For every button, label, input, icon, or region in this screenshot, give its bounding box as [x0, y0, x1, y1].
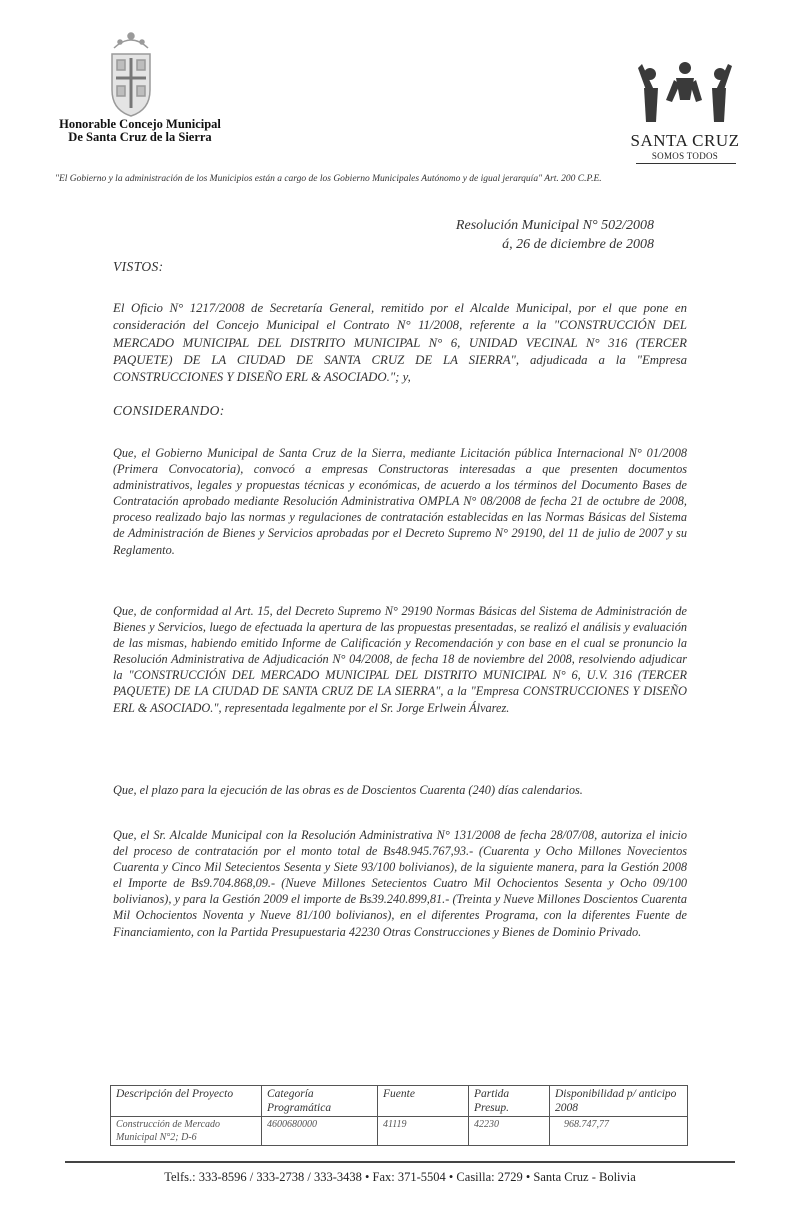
institution-line1: Honorable Concejo Municipal	[59, 117, 221, 131]
resolution-header	[456, 216, 654, 254]
vistos-paragraph: El Oficio N° 1217/2008 de Secretaría General, remitido por el Alcalde Municipal, por el que pone en consideración del Concejo Municipal el Contrato N° 11/2008, referente a la "CONSTRUCCIÓN DEL MERCADO MUNICIPAL DEL DISTRITO MUNICIPAL N° 6, UNIDAD VECINAL N° 316 (TERCER PAQUETE) DE LA CIUDAD DE SANTA CRUZ DE LA SIERRA", adjudicada a la "Empresa CONSTRUCCIONES Y DISEÑO ERL & ASOCIADO."; y,	[113, 301, 687, 385]
col-fuente: Fuente	[378, 1086, 469, 1117]
logo-title: SANTA CRUZ	[630, 131, 740, 150]
cell-fuente: 41119	[378, 1117, 469, 1146]
institution-name	[40, 118, 240, 144]
cell-disponibilidad: 968.747,77	[550, 1117, 688, 1146]
cell-categoria: 4600680000	[262, 1117, 378, 1146]
considerando-paragraph-1: Que, el Gobierno Municipal de Santa Cruz de la Sierra, mediante Licitación pública Internacional N° 01/2008 (Primera Convocatoria), convocó a empresas Constructoras interesadas a que presenten documentos administrativos, legales y propuestas técnicas y económicas, de acuerdo a los términos del Documento Bases de Contratación aprobado mediante Resolución Administrativa OMPLA N° 08/2008 de fecha 21 de octubre de 2008, proceso realizado bajo las normas y regulaciones de contratación establecidas en las Normas Básicas del Sistema de Administración de Bienes y Servicios aprobadas por el Decreto Supremo N° 29190, del 11 de julio de 2007 y su Reglamento.	[113, 446, 687, 557]
budget-table	[110, 1085, 688, 1146]
cell-descripcion: Construcción de Mercado Municipal N°2; D-6	[111, 1117, 262, 1146]
col-categoria: Categoría Programática	[262, 1086, 378, 1117]
considerando-heading: CONSIDERANDO:	[113, 403, 225, 418]
logo-subtitle: SOMOS TODOS	[651, 151, 719, 161]
considerando-paragraph-2: Que, de conformidad al Art. 15, del Decreto Supremo N° 29190 Normas Básicas del Sistema de Administración de Bienes y Servicios, luego de efectuada la apertura de las propuestas presentadas, se realizó el análisis y evaluación de las mismas, habiendo emitido Informe de Calificación y Recomendación y con base en el cual se pronuncio la Resolución Administrativa de Adjudicación N° 04/2008, de fecha 18 de noviembre del 2008, resolviendo adjudicar la "CONSTRUCCIÓN DEL MERCADO MUNICIPAL DEL DISTRITO MUNICIPAL N° 6, U.V. 316 (TERCER PAQUETE) DE LA CIUDAD DE SANTA CRUZ DE LA SIERRA", a la "Empresa CONSTRUCCIONES Y DISEÑO ERL & ASOCIADO.", representada legalmente por el Sr. Jorge Erlwein Álvarez.	[113, 604, 687, 715]
table-row	[111, 1117, 688, 1146]
col-partida: Partida Presup.	[469, 1086, 550, 1117]
footer-divider	[65, 1161, 735, 1163]
logo-underline	[636, 163, 736, 164]
constitution-quote: "El Gobierno y la administración de los Municipios están a cargo de los Gobierno Municipales Autónomo y de igual jerarquía" Art. 200 C.P.E.	[55, 174, 602, 184]
vistos-heading: VISTOS:	[113, 259, 164, 274]
municipal-crest-icon	[100, 28, 162, 120]
cell-partida: 42230	[469, 1117, 550, 1146]
resolution-date: á, 26 de diciembre de 2008	[502, 237, 654, 252]
col-disponibilidad: Disponibilidad p/ anticipo 2008	[550, 1086, 688, 1117]
col-descripcion: Descripción del Proyecto	[111, 1086, 262, 1117]
resolution-number: Resolución Municipal N° 502/2008	[455, 218, 654, 233]
considerando-paragraph-3: Que, el plazo para la ejecución de las obras es de Doscientos Cuarenta (240) días calendarios.	[113, 783, 583, 797]
considerando-paragraph-4: Que, el Sr. Alcalde Municipal con la Resolución Administrativa N° 131/2008 de fecha 28/07/08, autoriza el inicio del proceso de contratación por el monto total de Bs48.945.767,93.- (Cuarenta y Ocho Millones Novecientos Cuarenta y Cinco Mil Setecientos Sesenta y Siete 93/100 bolivianos), de la siguiente manera, para la Gestión 2008 el Importe de Bs9.704.868,09.- (Nueve Millones Setecientos Cuatro Mil Ochocientos Sesenta y Ocho 09/100 bolivianos), y para la Gestión 2009 el importe de Bs39.240.899,81.- (Treinta y Nueve Millones Doscientos Cuarenta Mil Ochocientos Noventa y Nueve 81/100 bolivianos), en el diferentes Programa, con la diferentes Fuente de Financiamiento, con la Partida Presupuestaria 42230 Otras Construcciones y Bienes de Dominio Privado.	[113, 828, 687, 939]
institution-line2: De Santa Cruz de la Sierra	[68, 130, 212, 144]
footer-contact: Telfs.: 333-8596 / 333-2738 / 333-3438 • Fax: 371-5504 • Casilla: 2729 • Santa Cruz - Bolivia	[164, 1170, 636, 1184]
table-header-row	[111, 1086, 688, 1117]
